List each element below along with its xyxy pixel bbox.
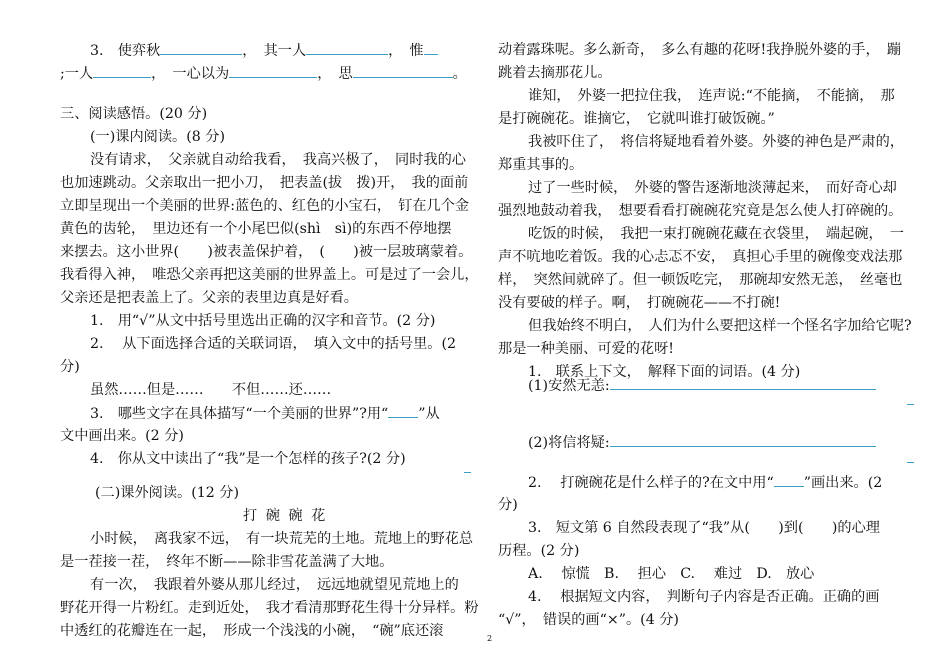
answer-blank[interactable] [353, 63, 453, 78]
passage-2-line: 过了一些时候， 外婆的警告逐渐地淡薄起来， 而好奇心却 [528, 180, 897, 196]
question-2-cont: 分) [498, 497, 518, 513]
underline-sample [388, 403, 418, 418]
passage-2-line: 没有要破的样子。啊， 打碗碗花——不打碗! [498, 295, 781, 311]
passage-2-line: 我被吓住了， 将信将疑地看着外婆。外婆的神色是严肃的， [528, 134, 904, 150]
passage-2-line: 郑重其事的。 [498, 157, 584, 173]
passage-1-line: 我看得入神， 唯恐父亲再把这美丽的世界盖上。可是过了一会儿， [60, 267, 479, 283]
passage-title: 打 碗 碗 花 [243, 508, 328, 524]
answer-blank[interactable] [424, 40, 438, 55]
passage-1-line: 来摆去。这小世界( )被表盖保护着， ( )被一层玻璃蒙着。 [60, 244, 473, 260]
underline-sample [774, 472, 804, 487]
passage-2-line: 强烈地鼓动着我， 想要看看打碗碗花究竟是怎么使人打碎碗的。 [498, 203, 903, 219]
passage-2-line: 有一次， 我跟着外婆从那儿经过， 远远地就望见荒地上的 [90, 577, 459, 593]
page-number: 2 [487, 634, 493, 643]
passage-2-line: 样， 突然间就碎了。但一顿饭吃完， 那碗却安然无恙， 丝毫也 [498, 272, 903, 288]
question-1: 1. 用“√”从文中括号里选出正确的汉字和音节。(2 分) [90, 313, 436, 329]
passage-1-line: 没有请求， 父亲就自动给我看， 我高兴极了， 同时我的心 [90, 152, 466, 168]
question-3-options: A. 惊慌 B. 担心 C. 难过 D. 放心 [528, 566, 815, 582]
passage-2-line: 谁知， 外婆一把拉住我， 连声说:“不能摘， 不能摘， 那 [528, 88, 895, 104]
question-3: 3. 哪些文字在具体描写“一个美丽的世界”?用“ ”从 [90, 403, 440, 424]
question-3-cont: 文中画出来。(2 分) [60, 428, 184, 444]
question-4: 4. 你从文中读出了“我”是一个怎样的孩子?(2 分) [90, 451, 406, 467]
question-1b: (2)将信将疑: [528, 432, 876, 453]
passage-1-line: 父亲还是把表盖上了。父亲的表里边真是好看。 [60, 290, 358, 306]
answer-blank[interactable] [907, 404, 914, 405]
passage-2-line: 小时候， 离我家不远， 有一块荒芜的土地。荒地上的野花总 [90, 531, 474, 547]
answer-blank[interactable] [160, 40, 242, 55]
section-heading: 三、阅读感悟。(20 分) [60, 106, 208, 122]
passage-2-line: 野花开得一片粉红。走到近处， 我才看清那野花生得十分异样。粉 [60, 600, 479, 616]
answer-blank[interactable] [93, 63, 151, 78]
answer-blank[interactable] [306, 40, 388, 55]
question-3-line2: ;一人 ， 一心以为 ， 思 。 [60, 63, 467, 84]
passage-1-line: 立即呈现出一个美丽的世界:蓝色的、红色的小宝石， 钉在几个金 [60, 198, 470, 214]
part-1-heading: (一)课内阅读。(8 分) [90, 129, 225, 145]
passage-2-line: 那是一种美丽、可爱的花呀! [498, 341, 674, 357]
question-3-line1: 3. 使弈秋 ， 其一人 ， 惟 [90, 40, 438, 61]
answer-blank[interactable] [907, 462, 914, 463]
question-4: 4. 根据短文内容， 判断句子内容是否正确。正确的画 [528, 589, 880, 605]
part-2-heading: (二)课外阅读。(12 分) [95, 485, 240, 501]
question-2-cont: 分) [60, 359, 80, 375]
answer-blank[interactable] [464, 472, 471, 473]
answer-blank[interactable] [229, 63, 317, 78]
question-1a: (1)安然无恙: [528, 375, 876, 396]
question-2: 2. 从下面选择合适的关联词语， 填入文中的括号里。(2 [90, 336, 457, 352]
passage-2-line: 是打碗碗花。谁摘它， 它就叫谁打破饭碗。” [498, 111, 775, 127]
passage-2-line: 跳着去摘那花儿。 [498, 65, 612, 81]
conjunction-options: 虽然……但是…… 不但……还…… [90, 382, 332, 398]
passage-1-line: 也加速跳动。父亲取出一把小刀， 把表盖(拔 拨)开， 我的面前 [60, 175, 469, 191]
passage-2-line: 动着露珠呢。多么新奇， 多么有趣的花呀!我挣脱外婆的手， 蹦 [498, 42, 901, 58]
passage-2-line: 中透红的花瓣连在一起， 形成一个浅浅的小碗， “碗”底还滚 [60, 623, 444, 639]
answer-blank[interactable] [610, 375, 876, 390]
question-1: 1. 联系上下文， 解释下面的词语。(4 分) [528, 364, 801, 380]
passage-2-line: 但我始终不明白， 人们为什么要把这样一个怪名字加给它呢? [528, 318, 912, 334]
passage-1-line: 黄色的齿轮， 里边还有一个小尾巴似(shì sì)的东西不停地摆 [60, 221, 452, 237]
question-3-cont: 历程。(2 分) [498, 543, 580, 559]
passage-2-line: 吃饭的时候， 我把一束打碗碗花藏在衣袋里， 端起碗， 一 [528, 226, 904, 242]
question-4-cont: “√”， 错误的画“×”。(4 分) [498, 612, 679, 628]
passage-2-line: 声不吭地吃着饭。我的心忐忑不安， 真担心手里的碗像变戏法那 [498, 249, 903, 265]
passage-2-line: 是一茬接一茬， 终年不断——除非雪花盖满了大地。 [60, 554, 394, 570]
question-2: 2. 打碗碗花是什么样子的?在文中用“ ”画出来。(2 [528, 472, 882, 493]
question-3: 3. 短文第 6 自然段表现了“我”从( )到( )的心理 [528, 520, 880, 536]
answer-blank[interactable] [610, 432, 876, 447]
